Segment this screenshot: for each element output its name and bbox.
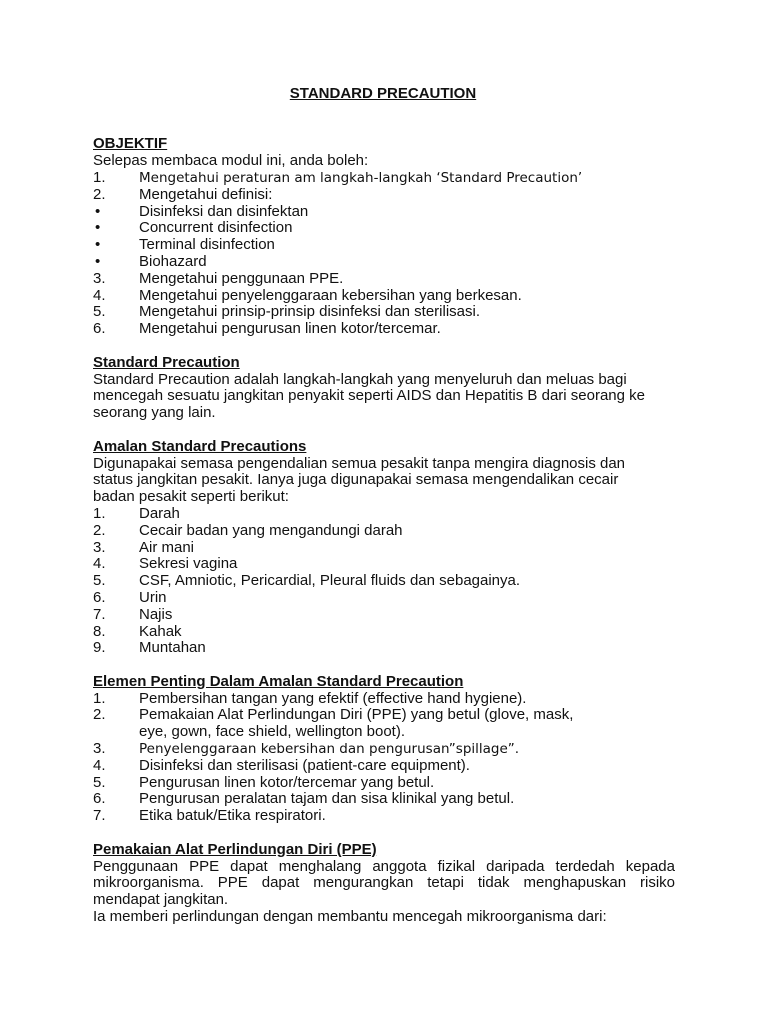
paragraph-line: mencegah sesuatu jangkitan penyakit seperti AIDS dan Hepatitis B dari seorang ke bbox=[93, 387, 645, 405]
list-item: 2. Cecair badan yang mengandungi darah bbox=[93, 521, 403, 539]
paragraph-line: Ia memberi perlindungan dengan membantu mencegah mikroorganisma dari: bbox=[93, 908, 607, 926]
ppe-heading: Pemakaian Alat Perlindungan Diri (PPE) bbox=[93, 840, 377, 858]
amalan-list bbox=[93, 506, 675, 657]
list-item: 8. Kahak bbox=[93, 622, 182, 640]
list-item: 6. Mengetahui pengurusan linen kotor/tercemar. bbox=[93, 320, 441, 338]
bullet-icon: • bbox=[95, 236, 101, 254]
objektif-intro: Selepas membaca modul ini, anda boleh: bbox=[93, 152, 369, 170]
objektif-list bbox=[93, 170, 675, 338]
objektif-heading: OBJEKTIF bbox=[93, 135, 168, 153]
page-title: STANDARD PRECAUTION bbox=[289, 85, 477, 102]
amalan-heading: Amalan Standard Precautions bbox=[93, 437, 307, 455]
bullet-icon: • bbox=[95, 202, 101, 220]
list-item: 3. Penyelenggaraan kebersihan dan pengurusan”spillage”. bbox=[93, 740, 520, 758]
bullet-icon: • bbox=[95, 219, 101, 237]
list-item: 6. Pengurusan peralatan tajam dan sisa klinikal yang betul. bbox=[93, 790, 515, 808]
list-item: 2. Mengetahui definisi: bbox=[93, 185, 273, 203]
list-item: 1. Darah bbox=[93, 504, 180, 522]
list-item: 1. Pembersihan tangan yang efektif (effective hand hygiene). bbox=[93, 689, 527, 707]
list-item: 6. Urin bbox=[93, 588, 167, 606]
list-item: 7. Etika batuk/Etika respiratori. bbox=[93, 807, 326, 825]
paragraph-line: Penggunaan PPE dapat menghalang anggota fizikal daripada terdedah kepada bbox=[93, 857, 675, 875]
list-item: 9. Muntahan bbox=[93, 639, 206, 657]
list-item: • Biohazard bbox=[95, 252, 207, 270]
list-item: 4. Mengetahui penyelenggaraan kebersihan yang berkesan. bbox=[93, 286, 522, 304]
list-item: 4. Disinfeksi dan sterilisasi (patient-care equipment). bbox=[93, 756, 470, 774]
list-item: 7. Najis bbox=[93, 605, 173, 623]
list-item: 5. Mengetahui prinsip-prinsip disinfeksi dan sterilisasi. bbox=[93, 303, 480, 321]
bullet-icon: • bbox=[95, 252, 101, 270]
elemen-heading: Elemen Penting Dalam Amalan Standard Precaution bbox=[93, 672, 464, 690]
list-item: • Concurrent disinfection bbox=[95, 219, 293, 237]
list-item: 4. Sekresi vagina bbox=[93, 555, 238, 573]
elemen-list bbox=[93, 691, 675, 825]
list-item: 3. Mengetahui penggunaan PPE. bbox=[93, 269, 344, 287]
paragraph-line: status jangkitan pesakit. Ianya juga digunapakai semasa mengendalikan cecair bbox=[93, 471, 619, 489]
list-item: 5. CSF, Amniotic, Pericardial, Pleural fluids dan sebagainya. bbox=[93, 572, 521, 590]
list-item: 3. Air mani bbox=[93, 538, 195, 556]
paragraph-line: mendapat jangkitan. bbox=[93, 891, 229, 909]
standard-precaution-heading: Standard Precaution bbox=[93, 353, 240, 371]
paragraph-line: seorang yang lain. bbox=[93, 404, 216, 422]
paragraph-line: Digunapakai semasa pengendalian semua pesakit tanpa mengira diagnosis dan bbox=[93, 454, 626, 472]
list-item-continuation: eye, gown, face shield, wellington boot). bbox=[139, 723, 405, 741]
paragraph-line: badan pesakit seperti berikut: bbox=[93, 488, 289, 506]
list-item: 1. Mengetahui peraturan am langkah-langkah ‘Standard Precaution’ bbox=[93, 168, 583, 186]
list-item: • Disinfeksi dan disinfektan bbox=[95, 202, 309, 220]
list-item: • Terminal disinfection bbox=[95, 236, 275, 254]
list-item: 5. Pengurusan linen kotor/tercemar yang betul. bbox=[93, 773, 435, 791]
document-page bbox=[93, 86, 675, 926]
paragraph-line: Standard Precaution adalah langkah-langkah yang menyeluruh dan meluas bagi bbox=[93, 370, 627, 388]
list-item: 2. Pemakaian Alat Perlindungan Diri (PPE) yang betul (glove, mask, bbox=[93, 706, 574, 724]
paragraph-line: mikroorganisma. PPE dapat mengurangkan tetapi tidak menghapuskan risiko bbox=[93, 874, 675, 892]
